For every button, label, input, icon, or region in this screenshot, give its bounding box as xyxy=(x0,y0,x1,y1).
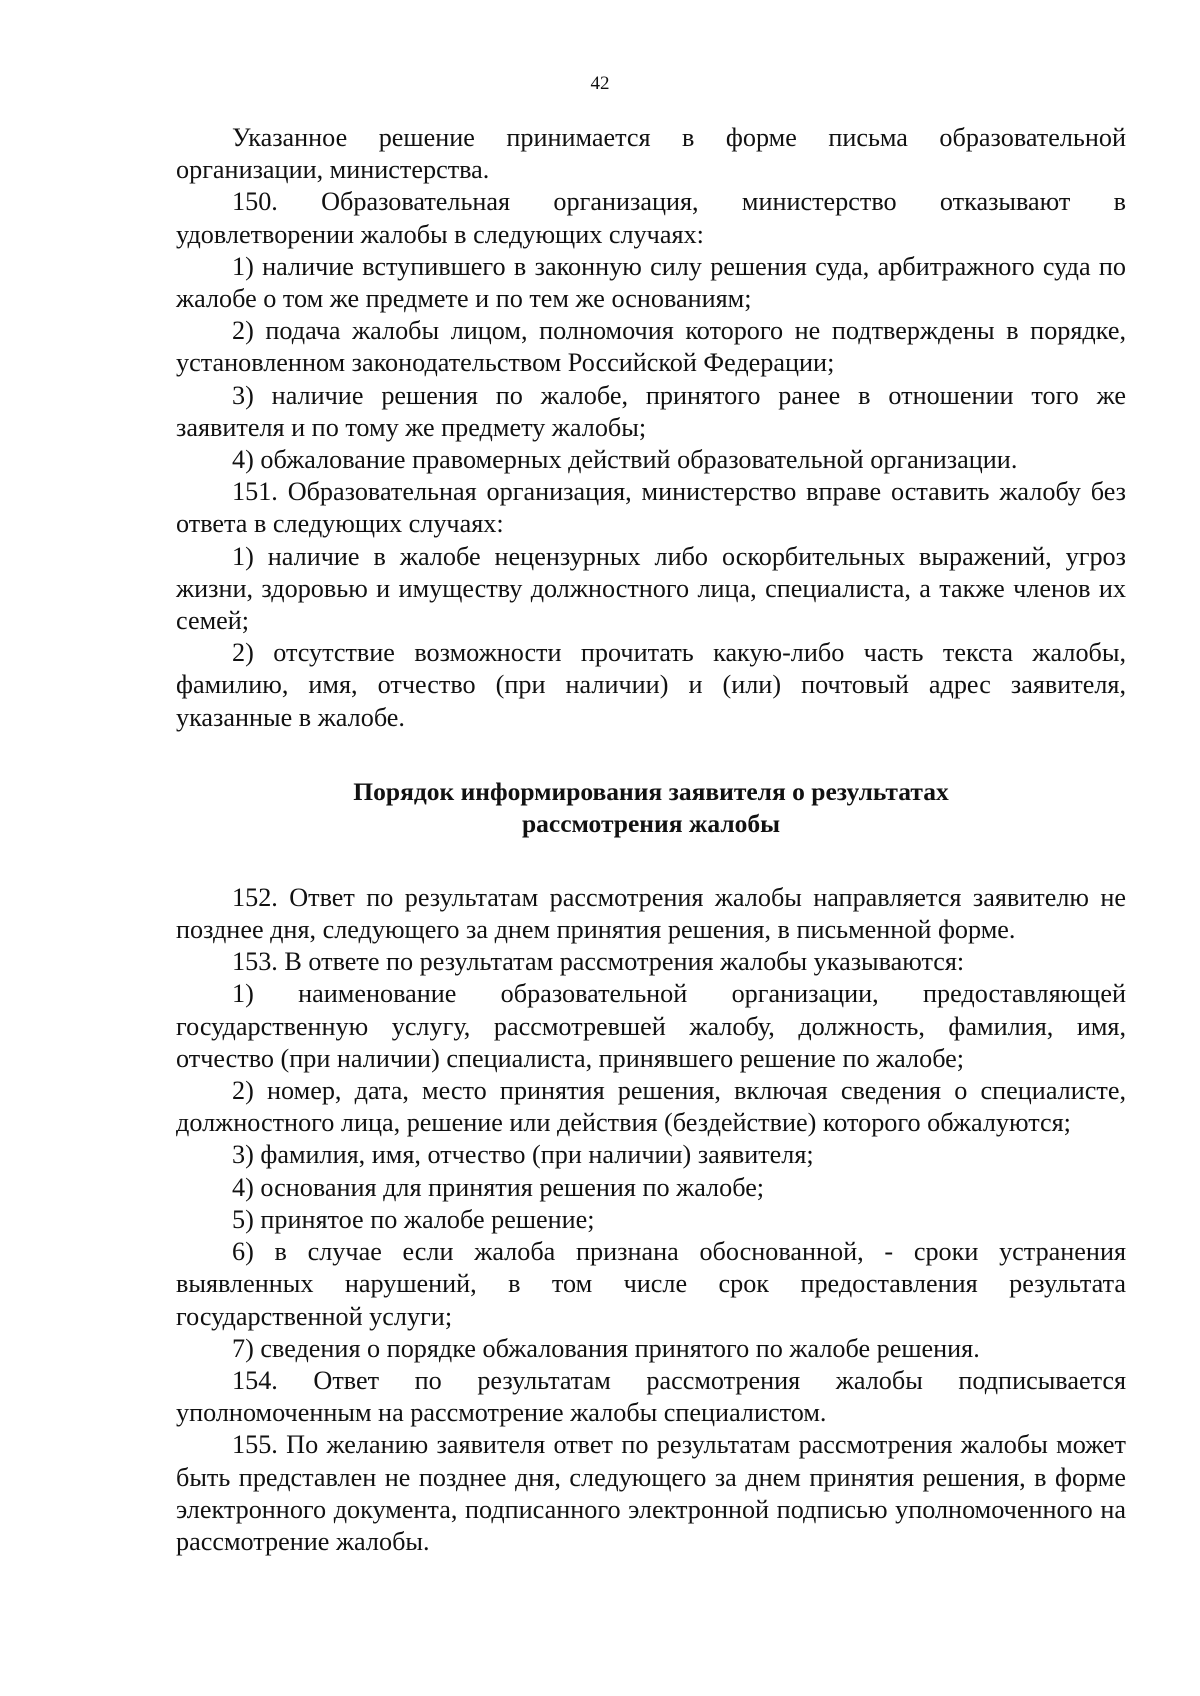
paragraph-154: 154. Ответ по результатам рассмотрения жалобы подписывается уполномоченным на рассмотрение жалобы специалистом. xyxy=(176,1365,1126,1428)
section-heading-line: Порядок информирования заявителя о результатах xyxy=(353,776,949,806)
paragraph-152: 152. Ответ по результатам рассмотрения жалобы направляется заявителю не позднее дня, следующего за днем принятия решения, в письменной форме. xyxy=(176,882,1126,945)
list-item: 5) принятое по жалобе решение; xyxy=(232,1204,595,1234)
list-item: 1) наличие вступившего в законную силу решения суда, арбитражного суда по жалобе о том же предмете и по тем же основаниям; xyxy=(176,251,1126,314)
list-item: 7) сведения о порядке обжалования принятого по жалобе решения. xyxy=(232,1333,980,1363)
list-item: 2) подача жалобы лицом, полномочия которого не подтверждены в порядке, установленном законодательством Российской Федерации; xyxy=(176,316,1126,378)
section-heading-line: рассмотрения жалобы xyxy=(521,808,781,838)
list-item: 4) обжалование правомерных действий образовательной организации. xyxy=(232,445,1018,475)
paragraph-150: 150. Образовательная организация, министерство отказывают в удовлетворении жалобы в следующих случаях: xyxy=(176,187,1126,249)
paragraph-153: 153. В ответе по результатам рассмотрения жалобы указываются: xyxy=(232,947,965,977)
list-item: 6) в случае если жалоба признана обоснованной, - сроки устранения выявленных нарушений, в том числе срок предоставления результата государственной услуги; xyxy=(176,1237,1126,1331)
list-item: 3) наличие решения по жалобе, принятого ранее в отношении того же заявителя и по тому же предмету жалобы; xyxy=(176,380,1126,442)
paragraph-155: 155. По желанию заявителя ответ по результатам рассмотрения жалобы может быть представлен не позднее дня, следующего за днем принятия решения, в форме электронного документа, подписанного электронной подписью уполномоченного на рассмотрение жалобы. xyxy=(176,1430,1126,1556)
section-heading xyxy=(176,776,1126,840)
document-body xyxy=(176,122,1126,1558)
list-item: 1) наличие в жалобе нецензурных либо оскорбительных выражений, угроз жизни, здоровью и имуществу должностного лица, специалиста, а также членов их семей; xyxy=(176,541,1126,636)
page-number: 42 xyxy=(590,73,610,94)
list-item: 1) наименование образовательной организации, предоставляющей государственную услугу, рассмотревшей жалобу, должность, фамилия, имя, отчество (при наличии) специалиста, принявшего решение по жалобе; xyxy=(176,979,1126,1073)
list-item: 4) основания для принятия решения по жалобе; xyxy=(232,1172,765,1202)
list-item: 3) фамилия, имя, отчество (при наличии) заявителя; xyxy=(232,1140,814,1170)
list-item: 2) номер, дата, место принятия решения, включая сведения о специалисте, должностного лица, решение или действия (бездействие) которого обжалуются; xyxy=(176,1076,1126,1138)
list-item: 2) отсутствие возможности прочитать какую-либо часть текста жалобы, фамилию, имя, отчество (при наличии) и (или) почтовый адрес заявителя, указанные в жалобе. xyxy=(176,638,1126,732)
paragraph: Указанное решение принимается в форме письма образовательной организации, министерства. xyxy=(176,123,1126,185)
paragraph-151: 151. Образовательная организация, министерство вправе оставить жалобу без ответа в следующих случаях: xyxy=(176,477,1126,539)
